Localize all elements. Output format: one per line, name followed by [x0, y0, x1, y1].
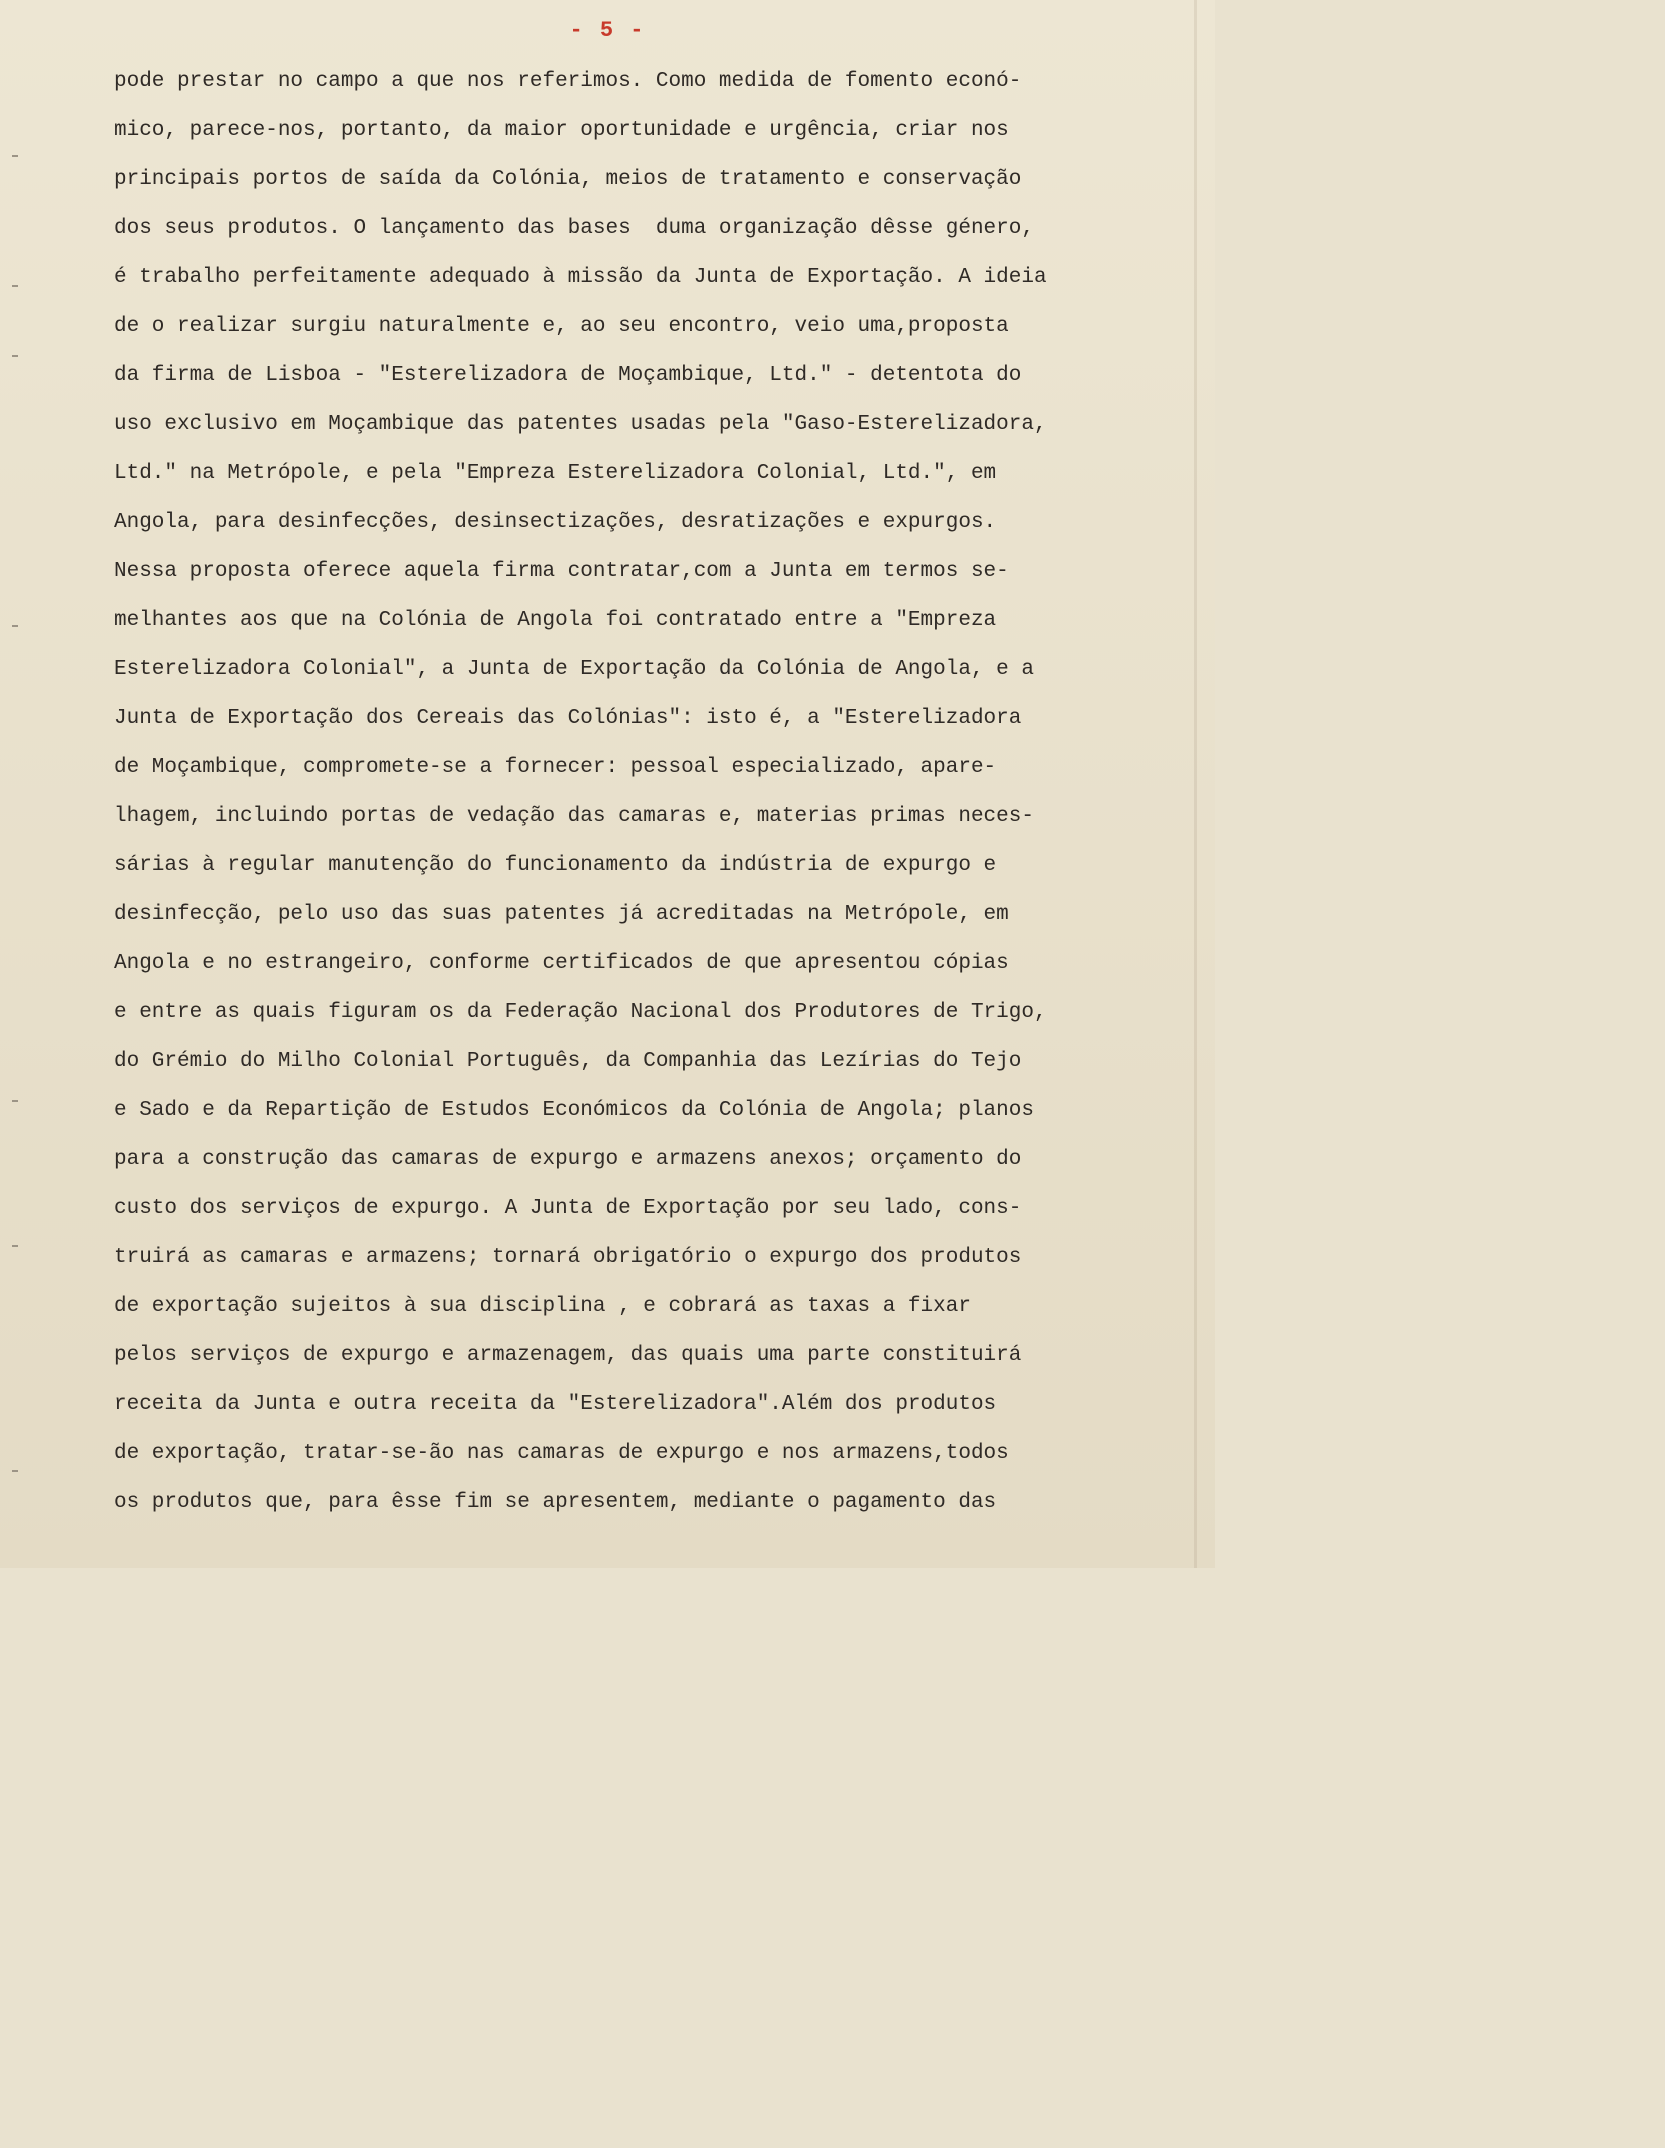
text-line: do Grémio do Milho Colonial Português, da Companhia das Lezírias do Tejo: [114, 1050, 1022, 1073]
text-line: pelos serviços de expurgo e armazenagem, das quais uma parte constituirá: [114, 1344, 1022, 1367]
text-line: da firma de Lisboa - "Esterelizadora de Moçambique, Ltd." - detentota do: [114, 364, 1022, 387]
text-line: uso exclusivo em Moçambique das patentes usadas pela "Gaso-Esterelizadora,: [114, 413, 1047, 436]
text-line: de o realizar surgiu naturalmente e, ao seu encontro, veio uma,proposta: [114, 315, 1009, 338]
body-text: [114, 64, 1194, 1534]
text-line: de exportação sujeitos à sua disciplina , e cobrará as taxas a fixar: [114, 1295, 971, 1318]
text-line: Angola e no estrangeiro, conforme certificados de que apresentou cópias: [114, 952, 1009, 975]
text-line: mico, parece-nos, portanto, da maior oportunidade e urgência, criar nos: [114, 119, 1009, 142]
text-line: desinfecção, pelo uso das suas patentes já acreditadas na Metrópole, em: [114, 903, 1009, 926]
text-line: Nessa proposta oferece aquela firma contratar,com a Junta em termos se-: [114, 560, 1009, 583]
text-line: lhagem, incluindo portas de vedação das camaras e, materias primas neces-: [114, 805, 1034, 828]
text-line: Angola, para desinfecções, desinsectizações, desratizações e expurgos.: [114, 511, 997, 534]
text-line: dos seus produtos. O lançamento das bases duma organização dêsse género,: [114, 217, 1034, 240]
text-line: melhantes aos que na Colónia de Angola foi contratado entre a "Empreza: [114, 609, 997, 632]
text-line: e Sado e da Repartição de Estudos Económicos da Colónia de Angola; planos: [114, 1099, 1034, 1122]
text-line: os produtos que, para êsse fim se apresentem, mediante o pagamento das: [114, 1491, 997, 1514]
page-fold-shadow: [1194, 0, 1197, 1568]
text-line: Ltd." na Metrópole, e pela "Empreza Esterelizadora Colonial, Ltd.", em: [114, 462, 997, 485]
text-line: para a construção das camaras de expurgo e armazens anexos; orçamento do: [114, 1148, 1022, 1171]
text-line: é trabalho perfeitamente adequado à missão da Junta de Exportação. A ideia: [114, 266, 1047, 289]
text-line: pode prestar no campo a que nos referimos. Como medida de fomento econó-: [114, 70, 1022, 93]
text-line: truirá as camaras e armazens; tornará obrigatório o expurgo dos produtos: [114, 1246, 1022, 1269]
text-line: sárias à regular manutenção do funcionamento da indústria de expurgo e: [114, 854, 997, 877]
text-line: receita da Junta e outra receita da "Esterelizadora".Além dos produtos: [114, 1393, 997, 1416]
text-line: de exportação, tratar-se-ão nas camaras de expurgo e nos armazens,todos: [114, 1442, 1009, 1465]
text-line: e entre as quais figuram os da Federação Nacional dos Produtores de Trigo,: [114, 1001, 1047, 1024]
text-line: Esterelizadora Colonial", a Junta de Exportação da Colónia de Angola, e a: [114, 658, 1034, 681]
page-number: - 5 -: [569, 18, 646, 43]
text-line: custo dos serviços de expurgo. A Junta de Exportação por seu lado, cons-: [114, 1197, 1022, 1220]
text-line: Junta de Exportação dos Cereais das Colónias": isto é, a "Esterelizadora: [114, 707, 1022, 730]
text-line: principais portos de saída da Colónia, meios de tratamento e conservação: [114, 168, 1022, 191]
text-line: de Moçambique, compromete-se a fornecer: pessoal especializado, apare-: [114, 756, 997, 779]
